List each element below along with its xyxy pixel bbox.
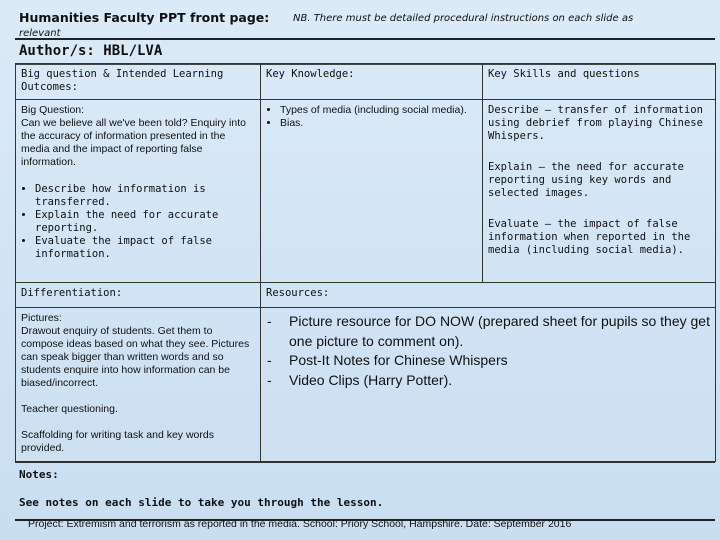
author-bar	[15, 38, 715, 65]
skill-explain: Explain – the need for accurate reporting using key words and selected images.	[488, 161, 684, 199]
differentiation-questioning: Teacher questioning.	[21, 403, 118, 415]
differentiation-text: Drawout enquiry of students. Get them to compose ideas based on what they see. Pictures can speak bigger than written words and so students enquire into how information can be biased/incorrect.	[21, 325, 250, 389]
outcomes-cell	[16, 100, 261, 283]
list-item: • Evaluate the impact of false information.	[35, 235, 255, 261]
knowledge-list	[266, 104, 477, 130]
list-item: - Picture resource for DO NOW (prepared sheet for pupils so they get one picture to comment on).	[266, 312, 710, 351]
big-question-text: Can we believe all we've been told? Enquiry into the accuracy of information presented in the media and the impact of reporting false information.	[21, 117, 246, 168]
big-question-label: Big Question:	[21, 104, 85, 116]
resources-header: Resources:	[261, 283, 716, 308]
outcomes-list	[21, 183, 255, 261]
differentiation-pictures: Pictures:	[21, 312, 62, 324]
differentiation-cell	[16, 308, 261, 462]
col-header-skills: Key Skills and questions	[483, 64, 716, 100]
differentiation-header: Differentiation:	[16, 283, 261, 308]
list-item: - Post-It Notes for Chinese Whispers	[266, 351, 710, 371]
footer-text: Project: Extremism and terrorism as reported in the media. School: Priory School, Hampshire. Date: September 2016	[28, 518, 572, 530]
list-item: • Describe how information is transferred.	[35, 183, 255, 209]
header-note-continued: relevant	[19, 28, 61, 37]
author-label: Author/s: HBL/LVA	[19, 43, 163, 59]
lesson-plan-grid	[15, 63, 716, 462]
differentiation-scaffolding: Scaffolding for writing task and key words provided.	[21, 429, 214, 454]
list-item: - Video Clips (Harry Potter).	[266, 371, 710, 391]
resources-list	[266, 312, 710, 390]
knowledge-cell	[261, 100, 483, 283]
notes-section	[15, 462, 715, 523]
col-header-outcomes: Big question & Intended Learning Outcomes:	[16, 64, 261, 100]
resources-cell	[261, 308, 716, 462]
skill-describe: Describe – transfer of information using debrief from playing Chinese Whispers.	[488, 104, 703, 142]
skills-cell	[483, 100, 716, 283]
content-row	[16, 100, 716, 283]
notes-text: See notes on each slide to take you through the lesson.	[19, 496, 384, 509]
col-header-knowledge: Key Knowledge:	[261, 64, 483, 100]
page-title: Humanities Faculty PPT front page:	[19, 10, 270, 25]
list-item: • Explain the need for accurate reporting.	[35, 209, 255, 235]
notes-label: Notes:	[19, 468, 59, 481]
section-header-row	[16, 283, 716, 308]
list-item: • Types of media (including social media).	[280, 104, 477, 117]
header-row	[16, 64, 716, 100]
list-item: • Bias.	[280, 117, 477, 130]
skill-evaluate: Evaluate – the impact of false information when reported in the media (including social media).	[488, 218, 691, 256]
header-note: NB. There must be detailed procedural instructions on each slide as	[293, 13, 634, 24]
section-content-row	[16, 308, 716, 462]
